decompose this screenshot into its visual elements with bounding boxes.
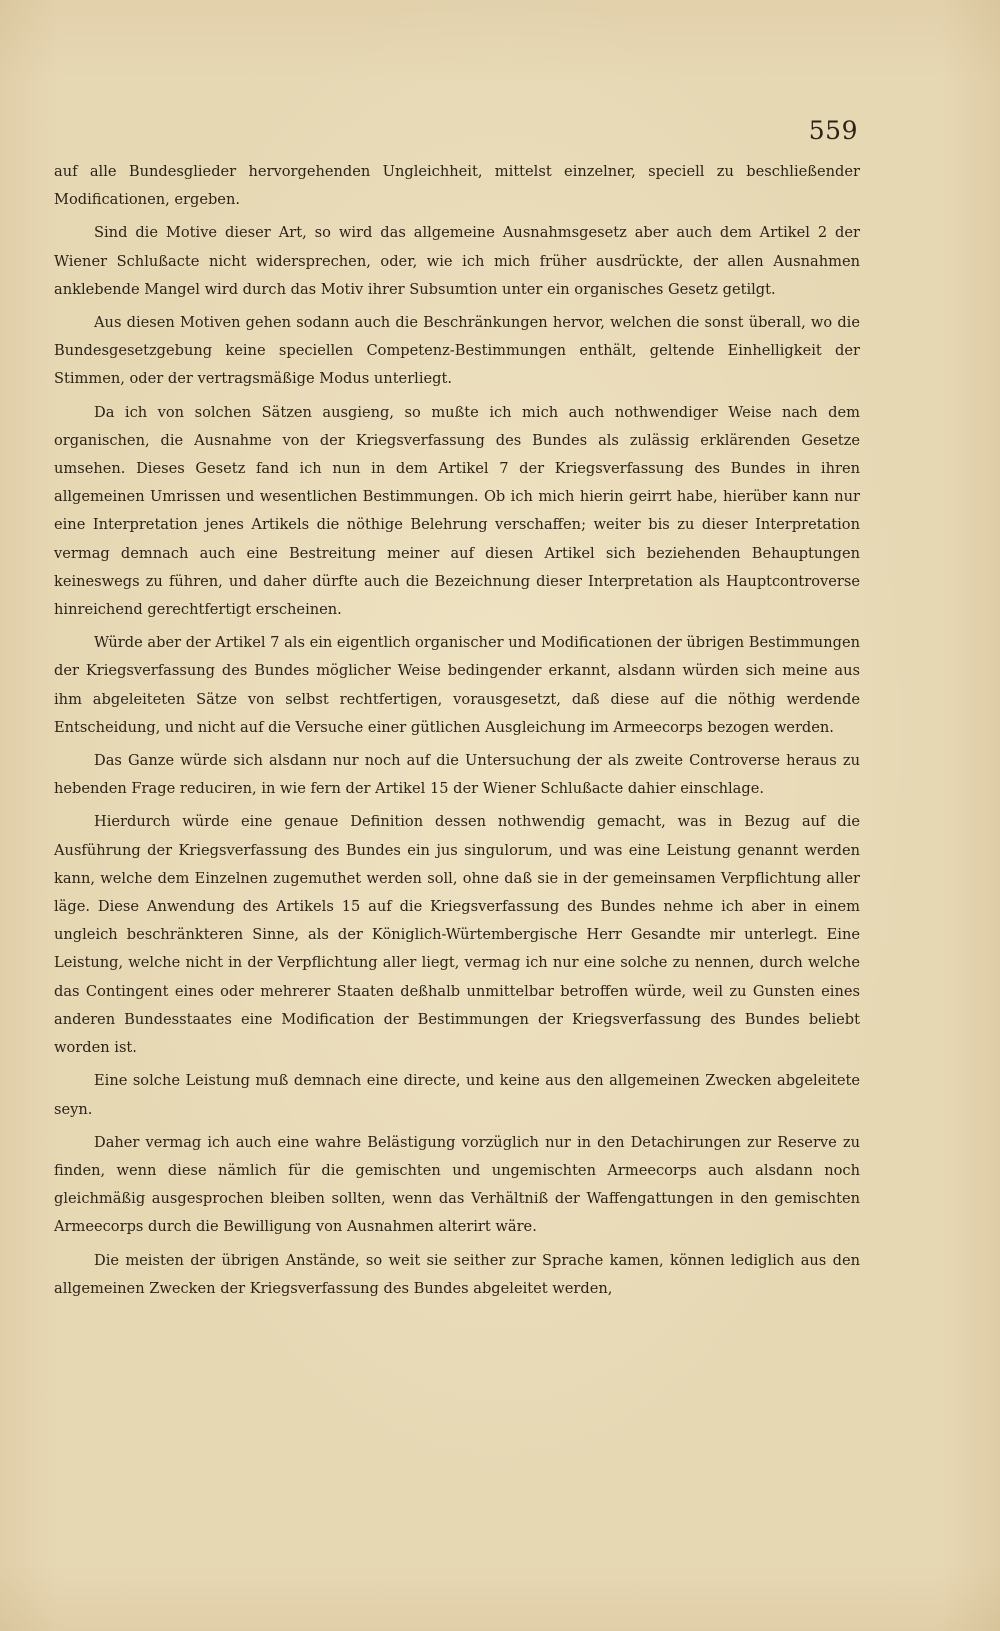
paragraph-10: Die meisten der übrigen Anstände, so weit sie seither zur Sprache kamen, können lediglich aus den allgemeinen Zwecken der Kriegsverfassung des Bundes abgeleitet werden, (54, 1251, 860, 1297)
paragraph-3: Aus diesen Motiven gehen sodann auch die Beschränkungen hervor, welchen die sonst überall, wo die Bundesgesetzgebung keine speciellen Competenz-Bestimmungen enthält, geltende Einhelligkeit der Stimmen, oder der vertragsmäßige Modus unterliegt. (54, 314, 860, 388)
paragraph-2: Sind die Motive dieser Art, so wird das allgemeine Ausnahmsgesetz aber auch dem Artikel 2 der Wiener Schlußacte nicht widersprechen, oder, wie ich mich früher ausdrückte, der allen Ausnahmen anklebende Mangel wird durch das Motiv ihrer Subsumtion unter ein organisches Gesetz getilgt. (54, 224, 860, 298)
page-number: 559 (808, 116, 858, 145)
paragraph-8: Eine solche Leistung muß demnach eine directe, und keine aus den allgemeinen Zwecken abgeleitete seyn. (54, 1072, 860, 1118)
paragraph-9: Daher vermag ich auch eine wahre Belästigung vorzüglich nur in den Detachirungen zur Reserve zu finden, wenn diese nämlich für die gemischten und ungemischten Armeecorps auch alsdann noch gleichmäßig ausgesprochen bleiben sollten, wenn das Verhältniß der Waffengattungen in den gemischten Armeecorps durch die Bewilligung von Ausnahmen alterirt wäre. (54, 1133, 860, 1236)
paragraph-4: Da ich von solchen Sätzen ausgieng, so mußte ich mich auch nothwendiger Weise nach dem organischen, die Ausnahme von der Kriegsverfassung des Bundes als zulässig erklärenden Gesetze umsehen. Dieses Gesetz fand ich nun in dem Artikel 7 der Kriegsverfassung des Bundes in ihren allgemeinen Umrissen und wesentlichen Bestimmungen. Ob ich mich hierin geirrt habe, hierüber kann nur eine Interpretation jenes Artikels die nöthige Belehrung verschaffen; weiter bis zu dieser Interpretation vermag demnach auch eine Bestreitung meiner auf diesen Artikel sich beziehenden Behauptungen keineswegs zu führen, und daher dürfte auch die Bezeichnung dieser Interpretation als Hauptcontroverse hinreichend gerechtfertigt erscheinen. (54, 403, 860, 619)
paragraph-7: Hierdurch würde eine genaue Definition dessen nothwendig gemacht, was in Bezug auf die Ausführung der Kriegsverfassung des Bundes ein jus singulorum, und was eine Leistung genannt werden kann, welche dem Einzelnen zugemuthet werden soll, ohne daß sie in der gemeinsamen Verpflichtung aller läge. Diese Anwendung des Artikels 15 auf die Kriegsverfassung des Bundes nehme ich aber in einem ungleich beschränkteren Sinne, als der Königlich-Würtembergische Herr Gesandte mir unterlegt. Eine Leistung, welche nicht in der Verpflichtung aller liegt, vermag ich nur eine solche zu nennen, durch welche das Contingent eines oder mehrerer Staaten deßhalb unmittelbar betroffen würde, weil zu Gunsten eines anderen Bundesstaates eine Modification der Bestimmungen der Kriegsverfassung des Bundes beliebt worden ist. (54, 813, 860, 1057)
paragraph-6: Das Ganze würde sich alsdann nur noch auf die Untersuchung der als zweite Controverse heraus zu hebenden Frage reduciren, in wie fern der Artikel 15 der Wiener Schlußacte dahier einschlage. (54, 752, 860, 798)
paragraph-5: Würde aber der Artikel 7 als ein eigentlich organischer und Modificationen der übrigen Bestimmungen der Kriegsverfassung des Bundes möglicher Weise bedingender erkannt, alsdann würden sich meine aus ihm abgeleiteten Sätze von selbst rechtfertigen, vorausgesetzt, daß diese auf die nöthig werdende Entscheidung, und nicht auf die Versuche einer gütlichen Ausgleichung im Armeecorps bezogen werden. (54, 634, 860, 736)
paragraph-1: auf alle Bundesglieder hervorgehenden Ungleichheit, mittelst einzelner, speciell zu beschließender Modificationen, ergeben. (54, 163, 860, 209)
body-text (54, 158, 860, 1308)
